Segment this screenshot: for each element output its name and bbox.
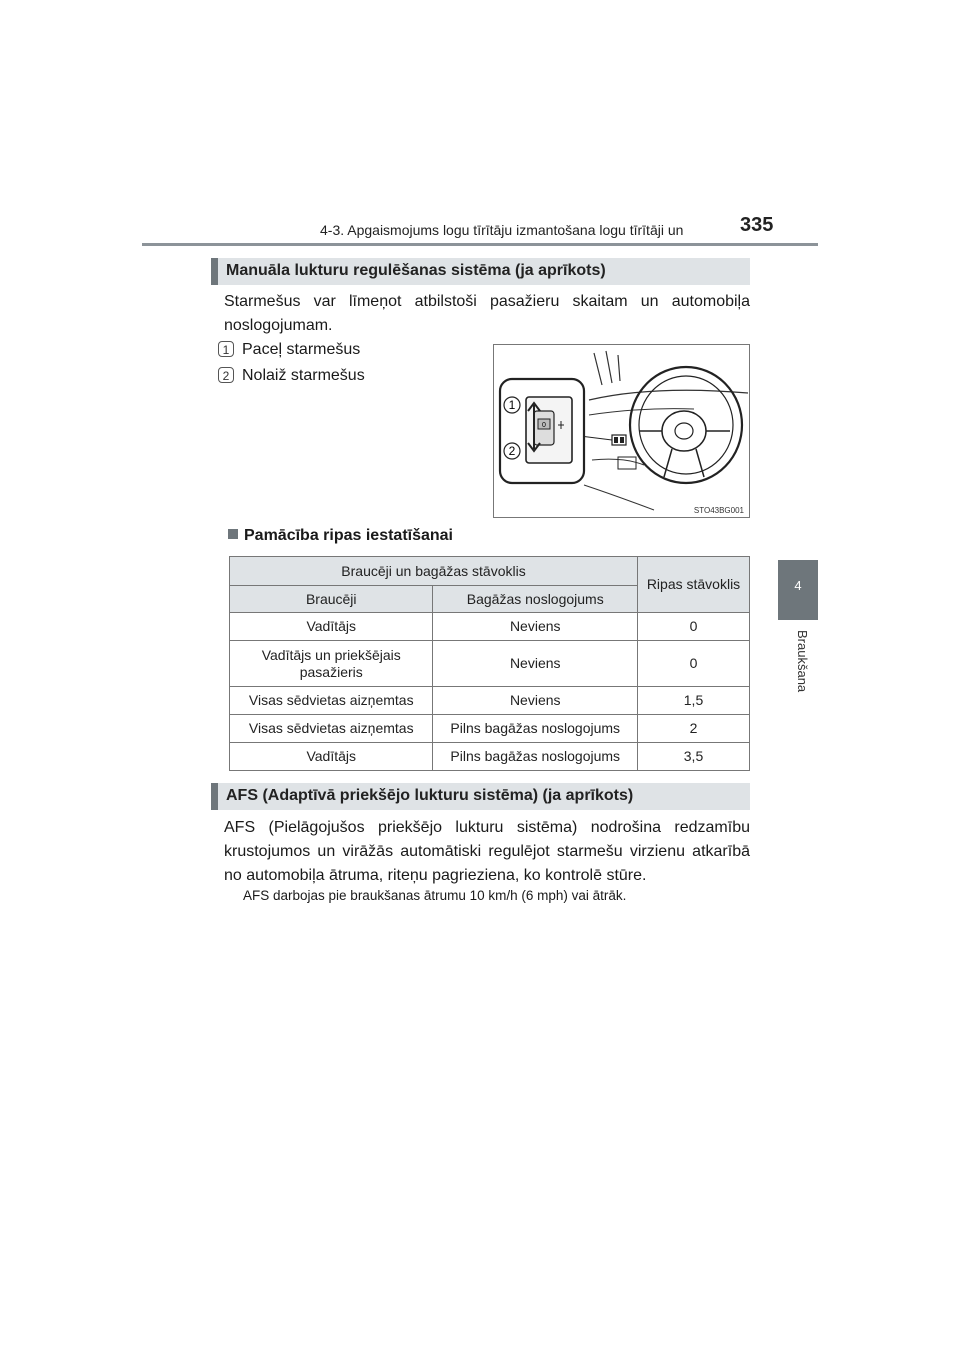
table-group-header: Braucēji un bagāžas stāvoklis [230, 557, 638, 586]
table-cell-position: 0 [638, 613, 750, 641]
square-bullet-icon [228, 529, 238, 539]
table-row [230, 613, 750, 641]
step-badge-2: 2 [218, 367, 234, 383]
table-cell-riders: Visas sēdvietas aizņemtas [230, 687, 433, 715]
afs-paragraph: AFS (Pielāgojušos priekšējo lukturu sistēma) nodrošina redzamību krustojumos un virāžās automātiski regulējot starmešu virzienu atkarībā no automobiļa ātruma, riteņu pagrieziena, ko kontrolē stūre. [224, 819, 750, 884]
table-cell-luggage: Pilns bagāžas noslogojums [433, 715, 638, 743]
table-row [230, 743, 750, 771]
header-rule [142, 243, 818, 246]
callout-2-number: 2 [508, 444, 516, 458]
dial-settings-table [229, 556, 750, 771]
table-cell-luggage: Neviens [433, 613, 638, 641]
headlight-leveling-illustration [493, 344, 750, 518]
step-text-lower: Nolaiž starmešus [242, 367, 365, 384]
section-heading-text: AFS (Adaptīvā priekšējo lukturu sistēma) (ja aprīkots) [226, 787, 634, 804]
chapter-tab-number: 4 [794, 578, 802, 593]
section-heading-manual-leveling [211, 258, 750, 285]
table-header-position: Ripas stāvoklis [638, 557, 750, 613]
illustration-code: STO43BG001 [693, 506, 744, 515]
table-cell-riders: Vadītājs un priekšējais pasažieris [230, 641, 433, 687]
chapter-tab-label: Braukšana [795, 630, 810, 693]
subsection-heading [228, 527, 453, 545]
callout-1-number: 1 [508, 398, 516, 412]
table-row [230, 687, 750, 715]
running-header-title: 4-3. Apgaismojums logu tīrītāju izmantošana logu tīrītāji un [320, 222, 684, 238]
table-header-luggage: Bagāžas noslogojums [433, 586, 638, 613]
table-cell-luggage: Neviens [433, 641, 638, 687]
table-cell-riders: Visas sēdvietas aizņemtas [230, 715, 433, 743]
table-cell-luggage: Pilns bagāžas noslogojums [433, 743, 638, 771]
svg-text:0: 0 [542, 422, 546, 429]
table-header-riders: Braucēji [230, 586, 433, 613]
section-heading-afs [211, 783, 750, 810]
table-cell-riders: Vadītājs [230, 613, 433, 641]
section-intro-paragraph: Starmešus var līmeņot atbilstoši pasažieru skaitam un automobiļa noslogojumam. [224, 293, 750, 334]
table-cell-riders: Vadītājs [230, 743, 433, 771]
step-text-raise: Paceļ starmešus [242, 341, 361, 358]
table-cell-position: 2 [638, 715, 750, 743]
subsection-heading-text: Pamācība ripas iestatīšanai [244, 527, 453, 544]
dashboard-drawing [494, 345, 749, 517]
table-row [230, 715, 750, 743]
table-row [230, 641, 750, 687]
table-cell-luggage: Neviens [433, 687, 638, 715]
table-cell-position: 1,5 [638, 687, 750, 715]
section-heading-text: Manuāla lukturu regulēšanas sistēma (ja aprīkots) [226, 262, 606, 279]
page-number: 335 [740, 214, 774, 236]
afs-note: AFS darbojas pie braukšanas ātrumu 10 km/h (6 mph) vai ātrāk. [243, 888, 627, 903]
table-cell-position: 3,5 [638, 743, 750, 771]
step-badge-1: 1 [218, 341, 234, 357]
table-cell-position: 0 [638, 641, 750, 687]
